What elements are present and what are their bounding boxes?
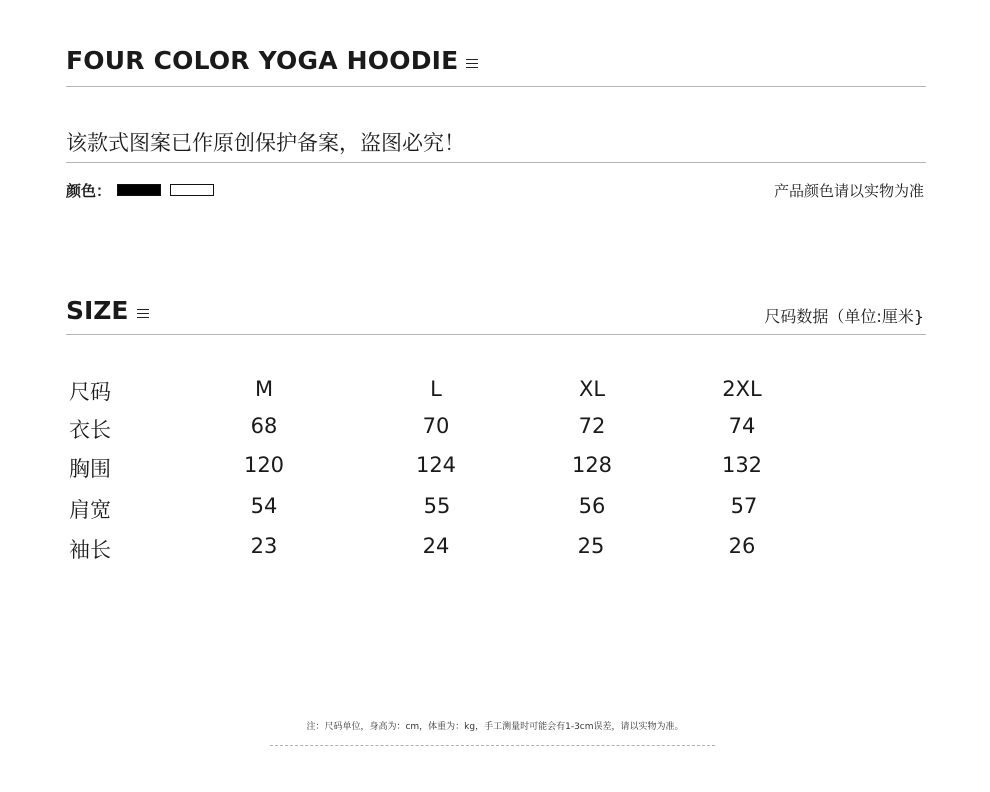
table-cell: 57	[730, 494, 758, 518]
product-title-text: FOUR COLOR YOGA HOODIE	[66, 46, 459, 75]
table-cell: 70	[422, 414, 450, 438]
table-row-label: 袖长	[69, 538, 111, 562]
table-cell: 128	[571, 453, 613, 477]
table-cell: 56	[578, 494, 606, 518]
table-cell: 54	[250, 494, 278, 518]
size-header-cell: M	[254, 377, 274, 401]
table-row-label: 肩宽	[69, 498, 111, 522]
table-cell: 124	[415, 453, 457, 477]
table-cell: 55	[423, 494, 451, 518]
size-header-cell: XL	[578, 377, 606, 401]
color-label: 颜色：	[66, 181, 112, 200]
footer-dashed-divider	[270, 745, 715, 746]
size-header-label: 尺码	[69, 380, 111, 404]
measurement-footnote: 注：尺码单位，身高为：cm，体重为：kg，手工测量时可能会有1-3cm误差，请以实物为准。	[306, 722, 684, 732]
size-header-cell: 2XL	[722, 377, 762, 401]
table-cell: 25	[577, 534, 605, 558]
table-cell: 23	[250, 534, 278, 558]
table-row-label: 胸围	[69, 457, 111, 481]
table-row-label: 衣长	[69, 418, 111, 442]
table-cell: 132	[721, 453, 763, 477]
table-cell: 24	[422, 534, 450, 558]
size-header-cell: L	[430, 377, 442, 401]
table-cell: 74	[728, 414, 756, 438]
color-disclaimer: 产品颜色请以实物为准	[773, 182, 924, 200]
table-cell: 120	[243, 453, 285, 477]
size-unit-note: 尺码数据（单位:厘米}	[764, 307, 924, 326]
table-cell: 72	[578, 414, 606, 438]
copyright-notice: 该款式图案已作原创保护备案，盗图必究！	[66, 131, 465, 155]
table-cell: 26	[728, 534, 756, 558]
size-title-text: SIZE	[66, 296, 129, 325]
table-cell: 68	[250, 414, 278, 438]
